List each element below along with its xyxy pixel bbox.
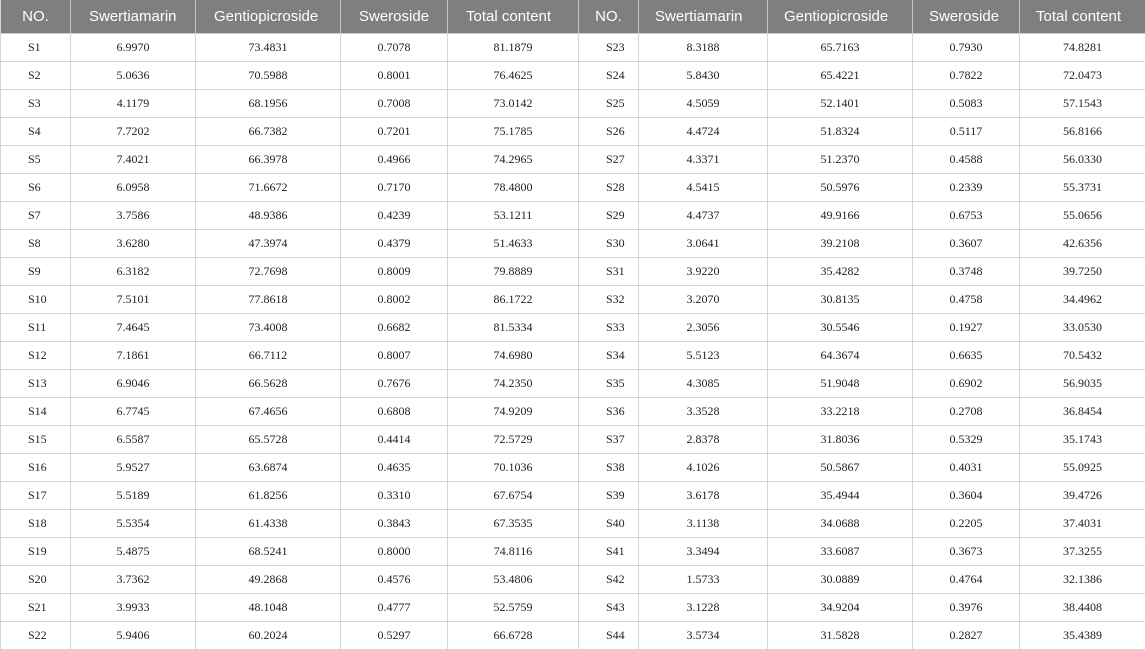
- table-cell: 55.0656: [1020, 202, 1145, 230]
- table-cell: 70.5988: [196, 62, 341, 90]
- table-cell: 74.8281: [1020, 34, 1145, 62]
- table-cell: 33.2218: [768, 398, 913, 426]
- table-cell: 4.3085: [639, 370, 768, 398]
- table-cell: 3.1228: [639, 594, 768, 622]
- table-cell: 4.3371: [639, 146, 768, 174]
- table-cell: 74.2350: [448, 370, 579, 398]
- table-cell: S6: [1, 174, 71, 202]
- table-cell: 0.8002: [341, 286, 448, 314]
- table-cell: S22: [1, 622, 71, 650]
- table-cell: 74.9209: [448, 398, 579, 426]
- table-cell: S41: [579, 538, 639, 566]
- table-cell: 0.6808: [341, 398, 448, 426]
- table-cell: 0.4635: [341, 454, 448, 482]
- table-cell: 33.0530: [1020, 314, 1145, 342]
- table-cell: 6.5587: [71, 426, 196, 454]
- table-cell: 61.4338: [196, 510, 341, 538]
- table-cell: 67.3535: [448, 510, 579, 538]
- table-cell: S37: [579, 426, 639, 454]
- table-cell: 0.7676: [341, 370, 448, 398]
- table-cell: 0.4239: [341, 202, 448, 230]
- table-cell: S43: [579, 594, 639, 622]
- table-cell: 5.5354: [71, 510, 196, 538]
- table-row: [1, 62, 1145, 90]
- table-cell: 0.7201: [341, 118, 448, 146]
- table-cell: 6.9046: [71, 370, 196, 398]
- table-cell: 0.5117: [913, 118, 1020, 146]
- table-cell: S42: [579, 566, 639, 594]
- table-cell: S36: [579, 398, 639, 426]
- table-cell: 51.2370: [768, 146, 913, 174]
- table-cell: 63.6874: [196, 454, 341, 482]
- table-cell: 73.0142: [448, 90, 579, 118]
- header-swertiamarin-1: Swertiamarin: [71, 0, 196, 34]
- table-cell: 3.7362: [71, 566, 196, 594]
- table-cell: S24: [579, 62, 639, 90]
- table-cell: 6.3182: [71, 258, 196, 286]
- table-cell: 73.4831: [196, 34, 341, 62]
- header-no-1: NO.: [1, 0, 71, 34]
- table-cell: 4.5415: [639, 174, 768, 202]
- table-cell: 0.5083: [913, 90, 1020, 118]
- table-cell: 60.2024: [196, 622, 341, 650]
- table-cell: 81.1879: [448, 34, 579, 62]
- table-cell: 74.6980: [448, 342, 579, 370]
- table-row: [1, 398, 1145, 426]
- table-row: [1, 286, 1145, 314]
- table-cell: 5.9527: [71, 454, 196, 482]
- table-cell: 56.0330: [1020, 146, 1145, 174]
- table-cell: 3.9933: [71, 594, 196, 622]
- table-cell: 68.1956: [196, 90, 341, 118]
- table-cell: 76.4625: [448, 62, 579, 90]
- table-row: [1, 230, 1145, 258]
- table-cell: 5.8430: [639, 62, 768, 90]
- table-cell: 0.7170: [341, 174, 448, 202]
- table-cell: 49.9166: [768, 202, 913, 230]
- table-cell: 0.4379: [341, 230, 448, 258]
- table-cell: S12: [1, 342, 71, 370]
- table-cell: S5: [1, 146, 71, 174]
- table-cell: 3.3528: [639, 398, 768, 426]
- table-cell: S1: [1, 34, 71, 62]
- table-cell: 4.1179: [71, 90, 196, 118]
- header-sweroside-1: Sweroside: [341, 0, 448, 34]
- table-row: [1, 426, 1145, 454]
- table-row: [1, 594, 1145, 622]
- table-row: [1, 454, 1145, 482]
- table-cell: 35.4282: [768, 258, 913, 286]
- table-cell: 5.5123: [639, 342, 768, 370]
- table-row: [1, 34, 1145, 62]
- header-sweroside-2: Sweroside: [913, 0, 1020, 34]
- table-cell: 65.5728: [196, 426, 341, 454]
- table-cell: 0.7930: [913, 34, 1020, 62]
- table-cell: 6.7745: [71, 398, 196, 426]
- table-cell: 34.0688: [768, 510, 913, 538]
- table-cell: 0.5297: [341, 622, 448, 650]
- table-cell: 36.8454: [1020, 398, 1145, 426]
- header-swertiamarin-2: Swertiamarin: [639, 0, 768, 34]
- table-row: [1, 370, 1145, 398]
- table-cell: 0.6635: [913, 342, 1020, 370]
- table-cell: 52.5759: [448, 594, 579, 622]
- table-body: [1, 34, 1145, 650]
- table-cell: 30.0889: [768, 566, 913, 594]
- table-cell: 0.6682: [341, 314, 448, 342]
- table-row: [1, 566, 1145, 594]
- table-row: [1, 118, 1145, 146]
- table-cell: 0.2827: [913, 622, 1020, 650]
- table-cell: S25: [579, 90, 639, 118]
- table-cell: 0.4758: [913, 286, 1020, 314]
- table-cell: 77.8618: [196, 286, 341, 314]
- table-cell: 64.3674: [768, 342, 913, 370]
- table-cell: S20: [1, 566, 71, 594]
- table-cell: 79.8889: [448, 258, 579, 286]
- table-cell: 5.4875: [71, 538, 196, 566]
- table-cell: S33: [579, 314, 639, 342]
- table-cell: 0.4414: [341, 426, 448, 454]
- table-cell: 67.4656: [196, 398, 341, 426]
- table-cell: 0.8000: [341, 538, 448, 566]
- table-cell: 3.0641: [639, 230, 768, 258]
- table-cell: 4.1026: [639, 454, 768, 482]
- table-cell: 56.9035: [1020, 370, 1145, 398]
- table-cell: S27: [579, 146, 639, 174]
- table-cell: 7.4645: [71, 314, 196, 342]
- table-cell: S8: [1, 230, 71, 258]
- table-cell: 81.5334: [448, 314, 579, 342]
- table-cell: 2.3056: [639, 314, 768, 342]
- table-cell: 39.7250: [1020, 258, 1145, 286]
- table-cell: 5.0636: [71, 62, 196, 90]
- table-cell: 53.4806: [448, 566, 579, 594]
- table-cell: 0.4588: [913, 146, 1020, 174]
- table-cell: S15: [1, 426, 71, 454]
- table-cell: 0.3976: [913, 594, 1020, 622]
- table-cell: S19: [1, 538, 71, 566]
- table-cell: 0.3604: [913, 482, 1020, 510]
- table-cell: 34.4962: [1020, 286, 1145, 314]
- table-cell: 30.8135: [768, 286, 913, 314]
- header-no-2: NO.: [579, 0, 639, 34]
- table-header-row: [1, 0, 1145, 34]
- table-cell: 72.0473: [1020, 62, 1145, 90]
- table-row: [1, 482, 1145, 510]
- table-cell: 6.9970: [71, 34, 196, 62]
- table-cell: S23: [579, 34, 639, 62]
- table-cell: 39.2108: [768, 230, 913, 258]
- table-cell: 66.3978: [196, 146, 341, 174]
- table-cell: 0.2708: [913, 398, 1020, 426]
- table-cell: 75.1785: [448, 118, 579, 146]
- table-cell: 55.3731: [1020, 174, 1145, 202]
- table-cell: 7.5101: [71, 286, 196, 314]
- table-cell: 33.6087: [768, 538, 913, 566]
- table-cell: S35: [579, 370, 639, 398]
- table-cell: 52.1401: [768, 90, 913, 118]
- table-cell: 39.4726: [1020, 482, 1145, 510]
- table-cell: 71.6672: [196, 174, 341, 202]
- table-row: [1, 510, 1145, 538]
- table-cell: 0.5329: [913, 426, 1020, 454]
- table-cell: 48.9386: [196, 202, 341, 230]
- table-cell: 65.4221: [768, 62, 913, 90]
- table-cell: S17: [1, 482, 71, 510]
- table-cell: 0.6902: [913, 370, 1020, 398]
- table-cell: S14: [1, 398, 71, 426]
- table-cell: S40: [579, 510, 639, 538]
- table-cell: 53.1211: [448, 202, 579, 230]
- table-cell: 86.1722: [448, 286, 579, 314]
- table-cell: 35.4944: [768, 482, 913, 510]
- table-row: [1, 258, 1145, 286]
- table-cell: 66.7382: [196, 118, 341, 146]
- table-cell: 51.8324: [768, 118, 913, 146]
- table-cell: 37.4031: [1020, 510, 1145, 538]
- table-cell: S31: [579, 258, 639, 286]
- table-cell: 68.5241: [196, 538, 341, 566]
- header-gentiopicroside-1: Gentiopicroside: [196, 0, 341, 34]
- table-row: [1, 538, 1145, 566]
- table-cell: 0.2205: [913, 510, 1020, 538]
- table-cell: 4.5059: [639, 90, 768, 118]
- table-cell: 0.4764: [913, 566, 1020, 594]
- table-cell: 3.6178: [639, 482, 768, 510]
- table-cell: 66.6728: [448, 622, 579, 650]
- table-cell: 3.9220: [639, 258, 768, 286]
- table-cell: 35.4389: [1020, 622, 1145, 650]
- table-cell: 0.8001: [341, 62, 448, 90]
- table-row: [1, 146, 1145, 174]
- table-cell: S30: [579, 230, 639, 258]
- table-cell: S13: [1, 370, 71, 398]
- table-cell: 3.6280: [71, 230, 196, 258]
- table-cell: 55.0925: [1020, 454, 1145, 482]
- table-cell: 7.1861: [71, 342, 196, 370]
- table-cell: 51.4633: [448, 230, 579, 258]
- table-cell: S39: [579, 482, 639, 510]
- table-cell: 1.5733: [639, 566, 768, 594]
- table-cell: 3.1138: [639, 510, 768, 538]
- table-cell: S28: [579, 174, 639, 202]
- header-gentiopicroside-2: Gentiopicroside: [768, 0, 913, 34]
- table-cell: S11: [1, 314, 71, 342]
- table-cell: 31.8036: [768, 426, 913, 454]
- table-cell: 50.5867: [768, 454, 913, 482]
- table-cell: 0.3607: [913, 230, 1020, 258]
- table-cell: 31.5828: [768, 622, 913, 650]
- table-cell: 0.4031: [913, 454, 1020, 482]
- table-cell: 48.1048: [196, 594, 341, 622]
- table-cell: 51.9048: [768, 370, 913, 398]
- table-cell: S4: [1, 118, 71, 146]
- table-cell: S21: [1, 594, 71, 622]
- header-total-content-1: Total content: [448, 0, 579, 34]
- table-cell: 47.3974: [196, 230, 341, 258]
- table-cell: 6.0958: [71, 174, 196, 202]
- table-cell: 0.3748: [913, 258, 1020, 286]
- table-cell: 0.7822: [913, 62, 1020, 90]
- table-row: [1, 342, 1145, 370]
- table-row: [1, 202, 1145, 230]
- table-cell: 0.8009: [341, 258, 448, 286]
- table-cell: 0.3843: [341, 510, 448, 538]
- table-cell: 72.7698: [196, 258, 341, 286]
- table-cell: S16: [1, 454, 71, 482]
- table-cell: 0.4777: [341, 594, 448, 622]
- table-cell: 0.4966: [341, 146, 448, 174]
- table-cell: 5.5189: [71, 482, 196, 510]
- table-cell: 0.7008: [341, 90, 448, 118]
- table-cell: 3.3494: [639, 538, 768, 566]
- table-cell: 8.3188: [639, 34, 768, 62]
- table-cell: S29: [579, 202, 639, 230]
- table-cell: 57.1543: [1020, 90, 1145, 118]
- table-cell: 74.8116: [448, 538, 579, 566]
- table-cell: S7: [1, 202, 71, 230]
- table-cell: 7.4021: [71, 146, 196, 174]
- table-cell: 3.5734: [639, 622, 768, 650]
- table-cell: 0.3310: [341, 482, 448, 510]
- header-total-content-2: Total content: [1020, 0, 1145, 34]
- table-cell: 0.7078: [341, 34, 448, 62]
- table-cell: 78.4800: [448, 174, 579, 202]
- table-cell: 4.4724: [639, 118, 768, 146]
- table-cell: S34: [579, 342, 639, 370]
- table-cell: 73.4008: [196, 314, 341, 342]
- table-cell: 0.8007: [341, 342, 448, 370]
- table-cell: S18: [1, 510, 71, 538]
- table-cell: 61.8256: [196, 482, 341, 510]
- table-cell: S38: [579, 454, 639, 482]
- table-cell: 4.4737: [639, 202, 768, 230]
- table-row: [1, 174, 1145, 202]
- table-cell: 74.2965: [448, 146, 579, 174]
- table-cell: 5.9406: [71, 622, 196, 650]
- table-row: [1, 90, 1145, 118]
- table-cell: 66.7112: [196, 342, 341, 370]
- table-cell: 65.7163: [768, 34, 913, 62]
- table-cell: 35.1743: [1020, 426, 1145, 454]
- table-cell: 0.6753: [913, 202, 1020, 230]
- table-cell: S44: [579, 622, 639, 650]
- table-cell: 70.1036: [448, 454, 579, 482]
- table-cell: 2.8378: [639, 426, 768, 454]
- table-cell: 0.4576: [341, 566, 448, 594]
- table-cell: 72.5729: [448, 426, 579, 454]
- table-cell: 32.1386: [1020, 566, 1145, 594]
- table-cell: S9: [1, 258, 71, 286]
- table-cell: 37.3255: [1020, 538, 1145, 566]
- table-cell: 3.2070: [639, 286, 768, 314]
- table-cell: 49.2868: [196, 566, 341, 594]
- table-cell: S3: [1, 90, 71, 118]
- table-cell: 38.4408: [1020, 594, 1145, 622]
- table-cell: S32: [579, 286, 639, 314]
- table-cell: S10: [1, 286, 71, 314]
- table-row: [1, 314, 1145, 342]
- table-cell: S2: [1, 62, 71, 90]
- table-cell: 56.8166: [1020, 118, 1145, 146]
- table-cell: 3.7586: [71, 202, 196, 230]
- table-cell: 70.5432: [1020, 342, 1145, 370]
- table-cell: 7.7202: [71, 118, 196, 146]
- table-cell: 0.3673: [913, 538, 1020, 566]
- table-cell: 50.5976: [768, 174, 913, 202]
- table-cell: 0.1927: [913, 314, 1020, 342]
- table-cell: S26: [579, 118, 639, 146]
- table-cell: 30.5546: [768, 314, 913, 342]
- table-cell: 67.6754: [448, 482, 579, 510]
- table-cell: 34.9204: [768, 594, 913, 622]
- table-cell: 0.2339: [913, 174, 1020, 202]
- table-row: [1, 622, 1145, 650]
- table-cell: 66.5628: [196, 370, 341, 398]
- table-cell: 42.6356: [1020, 230, 1145, 258]
